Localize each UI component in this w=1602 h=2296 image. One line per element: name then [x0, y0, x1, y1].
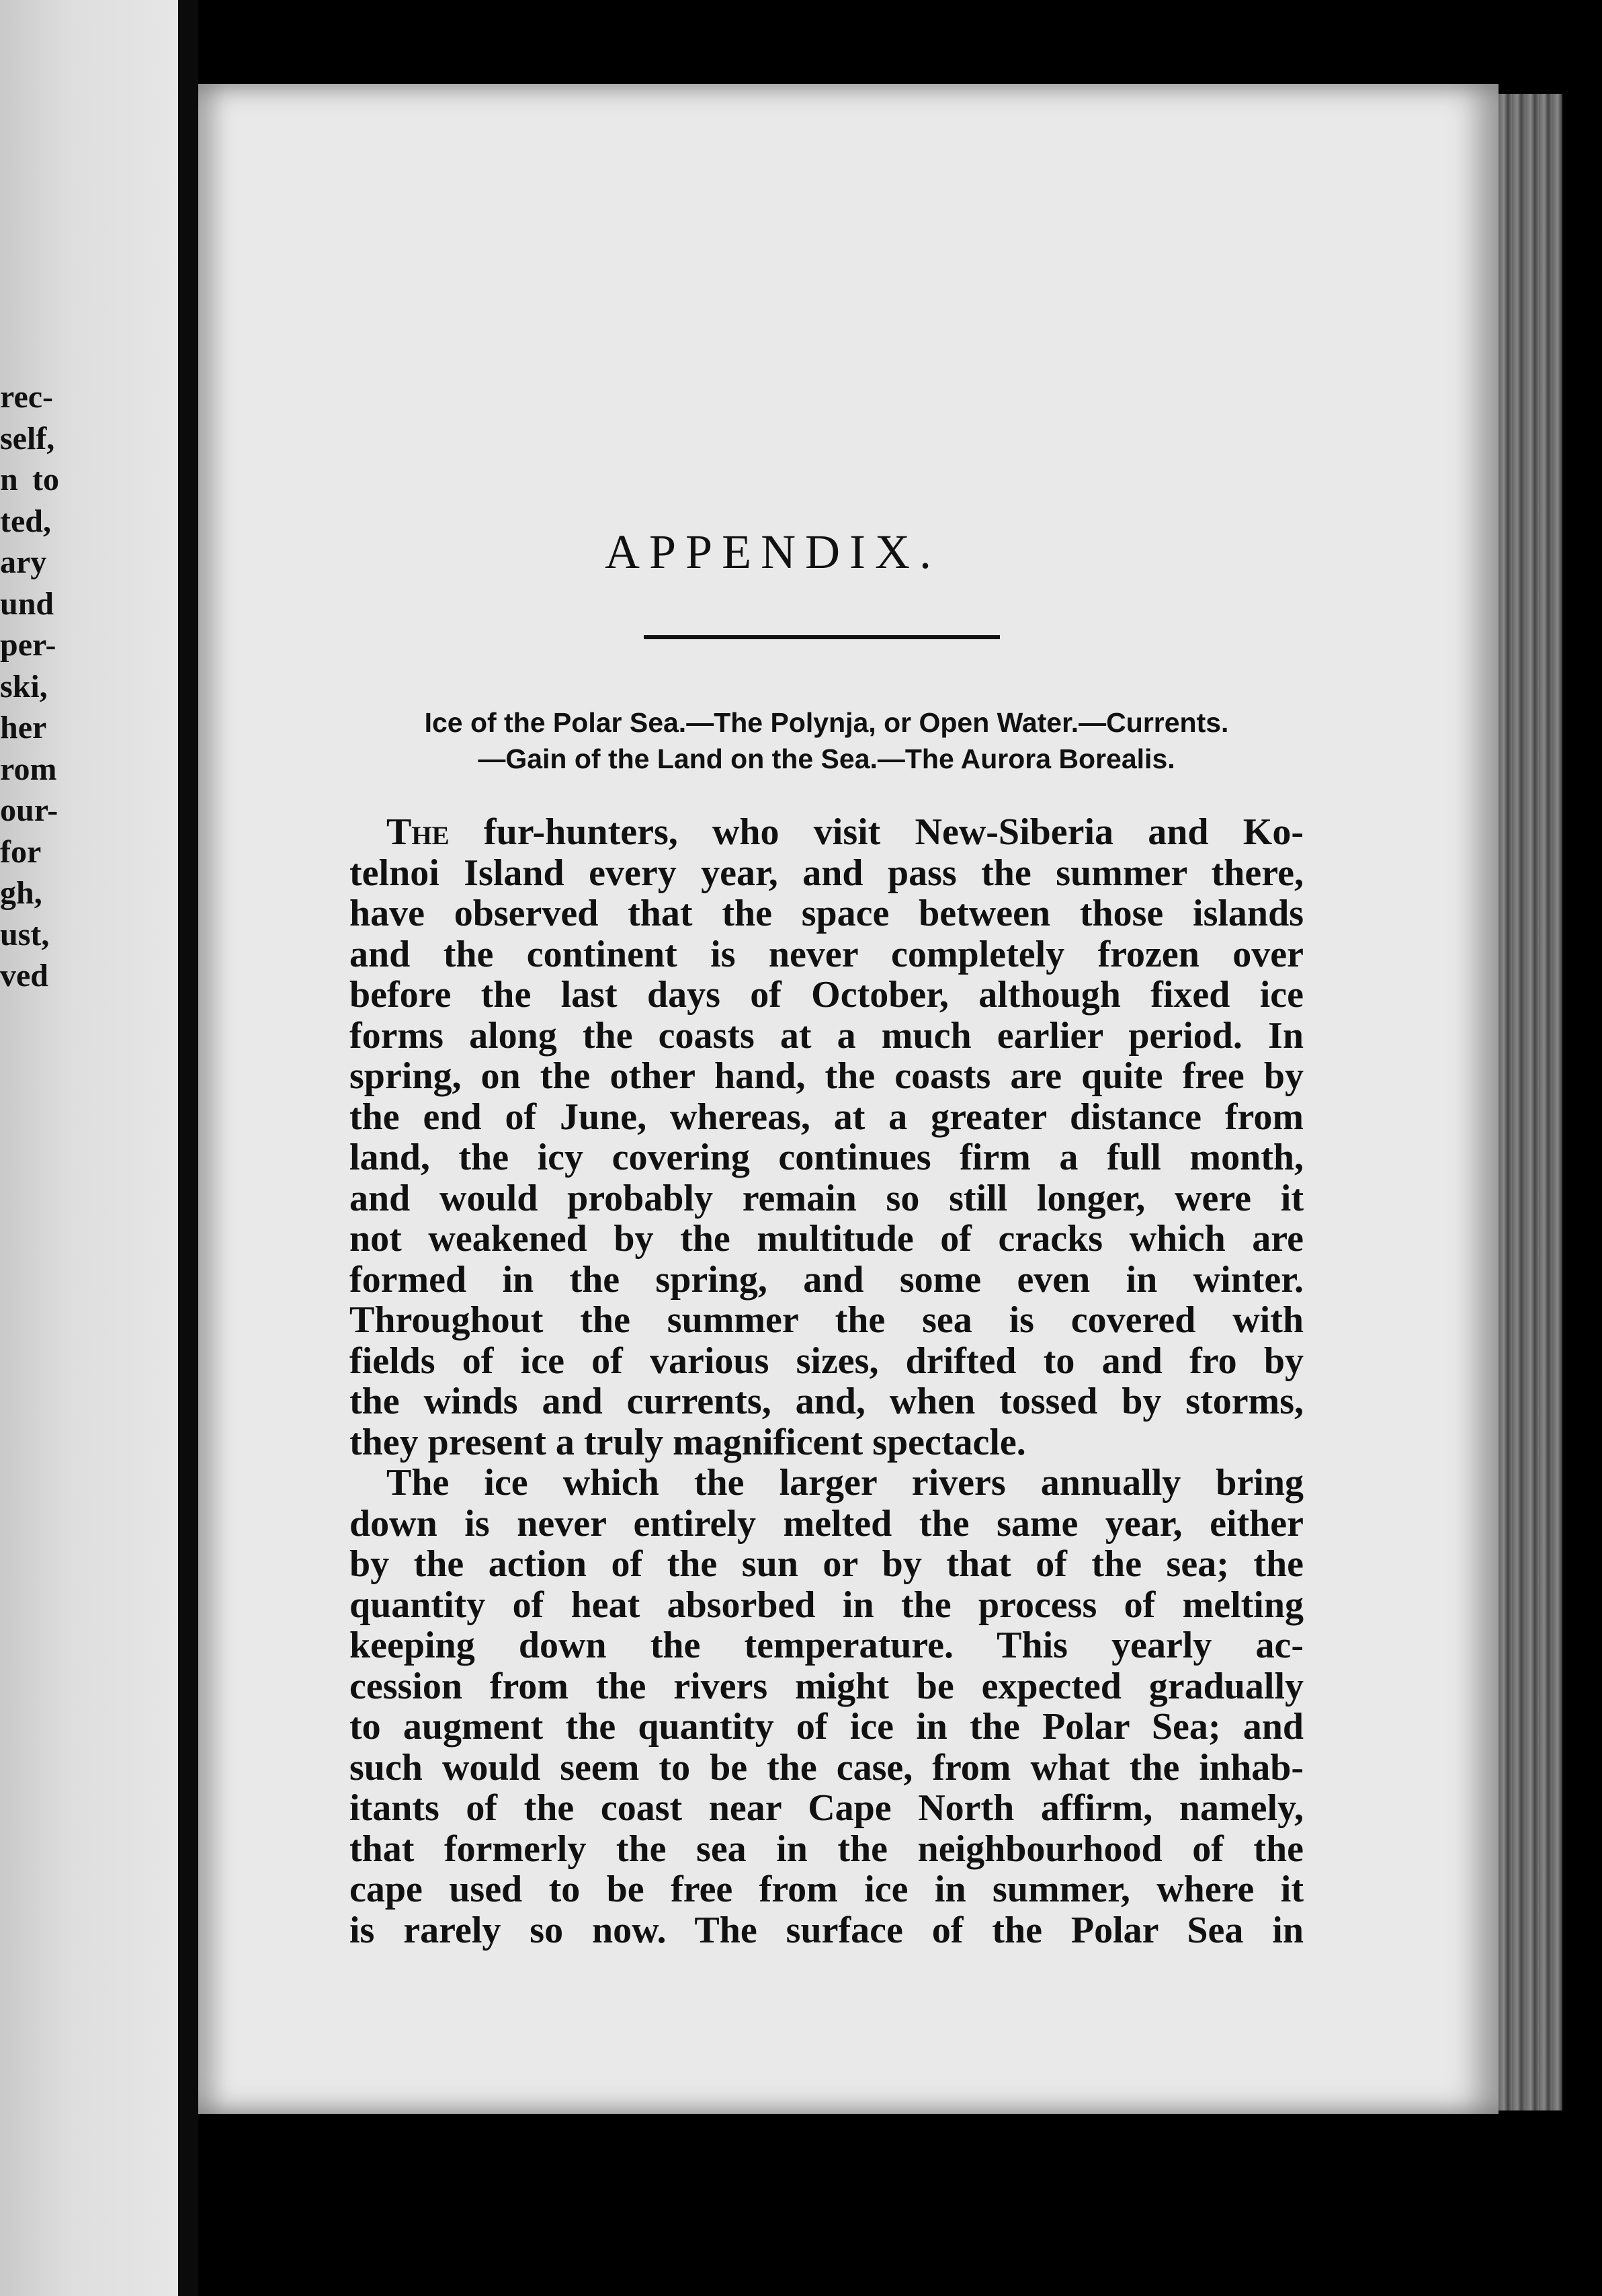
paragraph2-line: itants of the coast near Cape North affirm, namely,	[349, 1787, 1304, 1829]
left-fragment-line: for	[0, 833, 42, 870]
paragraph2-line: cession from the rivers might be expected gradually	[349, 1665, 1304, 1707]
paragraph2-line: is rarely so now. The surface of the Polar Sea in	[349, 1909, 1304, 1951]
paragraph1-line: not weakened by the multitude of cracks which are	[349, 1218, 1304, 1260]
paragraph2-line: down is never entirely melted the same year, either	[349, 1502, 1304, 1545]
book-gutter	[178, 0, 198, 2296]
left-fragment-line: rom	[0, 751, 57, 787]
left-fragment-line: our-	[0, 792, 58, 828]
paragraph1-line: they present a truly magnificent spectacle.	[349, 1421, 1026, 1463]
page-edges	[1499, 94, 1562, 2110]
paragraph1-line: and the continent is never completely frozen over	[349, 933, 1304, 975]
left-fragment-line: n to	[0, 462, 59, 497]
appendix-heading: APPENDIX.	[605, 525, 941, 579]
left-fragment-line: per-	[0, 627, 56, 663]
lead-word: The	[386, 811, 450, 853]
paragraph2-line: keeping down the temperature. This yearly ac-	[349, 1625, 1304, 1666]
paragraph1-line: fields of ice of various sizes, drifted to and fro by	[349, 1340, 1304, 1382]
paragraph1-line: formed in the spring, and some even in winter.	[349, 1258, 1304, 1301]
left-fragment-line: ary	[0, 544, 47, 580]
paragraph2-line: by the action of the sun or by that of the sea; the	[349, 1543, 1304, 1585]
left-fragment-line: rec-	[0, 379, 54, 415]
left-fragment-line: ved	[0, 958, 48, 993]
left-fragment-line: gh,	[0, 875, 42, 911]
paragraph2-line: The ice which the larger rivers annually bring	[386, 1462, 1304, 1504]
summary-line: Ice of the Polar Sea.—The Polynja, or Open Water.—Currents.	[424, 707, 1229, 738]
paragraph1-line: forms along the coasts at a much earlier period. In	[349, 1014, 1304, 1057]
paragraph2-line: such would seem to be the case, from what the inhab-	[349, 1746, 1304, 1789]
paragraph1-line: and would probably remain so still longer, were it	[349, 1177, 1304, 1219]
paragraph2-line: that formerly the sea in the neighbourhood of the	[349, 1828, 1304, 1870]
paragraph1-line: before the last days of October, although fixed ice	[349, 974, 1304, 1016]
left-fragment-line: ted,	[0, 503, 51, 539]
left-fragment-line: ust,	[0, 916, 50, 952]
summary-line: —Gain of the Land on the Sea.—The Aurora Borealis.	[478, 743, 1175, 774]
paragraph1-line: spring, on the other hand, the coasts are quite free by	[349, 1055, 1304, 1097]
left-fragment-line: her	[0, 710, 47, 745]
paragraph1-line: Throughout the summer the sea is covered with	[349, 1299, 1304, 1341]
paragraph2-line: quantity of heat absorbed in the process of melting	[349, 1584, 1304, 1626]
left-fragment-line: ski,	[0, 668, 48, 704]
paragraph2-line: cape used to be free from ice in summer, where it	[349, 1869, 1304, 1910]
paragraph1-line: the end of June, whereas, at a greater distance from	[349, 1096, 1304, 1138]
paragraph1-line: telnoi Island every year, and pass the summer there,	[349, 852, 1304, 894]
first-line-rest: fur-hunters, who visit New-Siberia and Ko-	[449, 811, 1304, 853]
paragraph1-line: land, the icy covering continues firm a full month,	[349, 1137, 1304, 1178]
paragraph2-line: to augment the quantity of ice in the Polar Sea; and	[349, 1706, 1304, 1748]
left-fragment-line: self,	[0, 420, 55, 456]
left-page	[0, 0, 178, 2296]
chapter-summary	[346, 704, 1307, 777]
paragraph1-first-line	[349, 812, 1304, 853]
paragraph1-line: have observed that the space between those islands	[349, 893, 1304, 934]
heading-rule	[644, 635, 1000, 639]
paragraph1-line: the winds and currents, and, when tossed by storms,	[349, 1381, 1304, 1422]
left-page-text-fragment	[0, 376, 59, 997]
body-text	[349, 812, 1304, 1951]
left-fragment-line: und	[0, 585, 54, 622]
